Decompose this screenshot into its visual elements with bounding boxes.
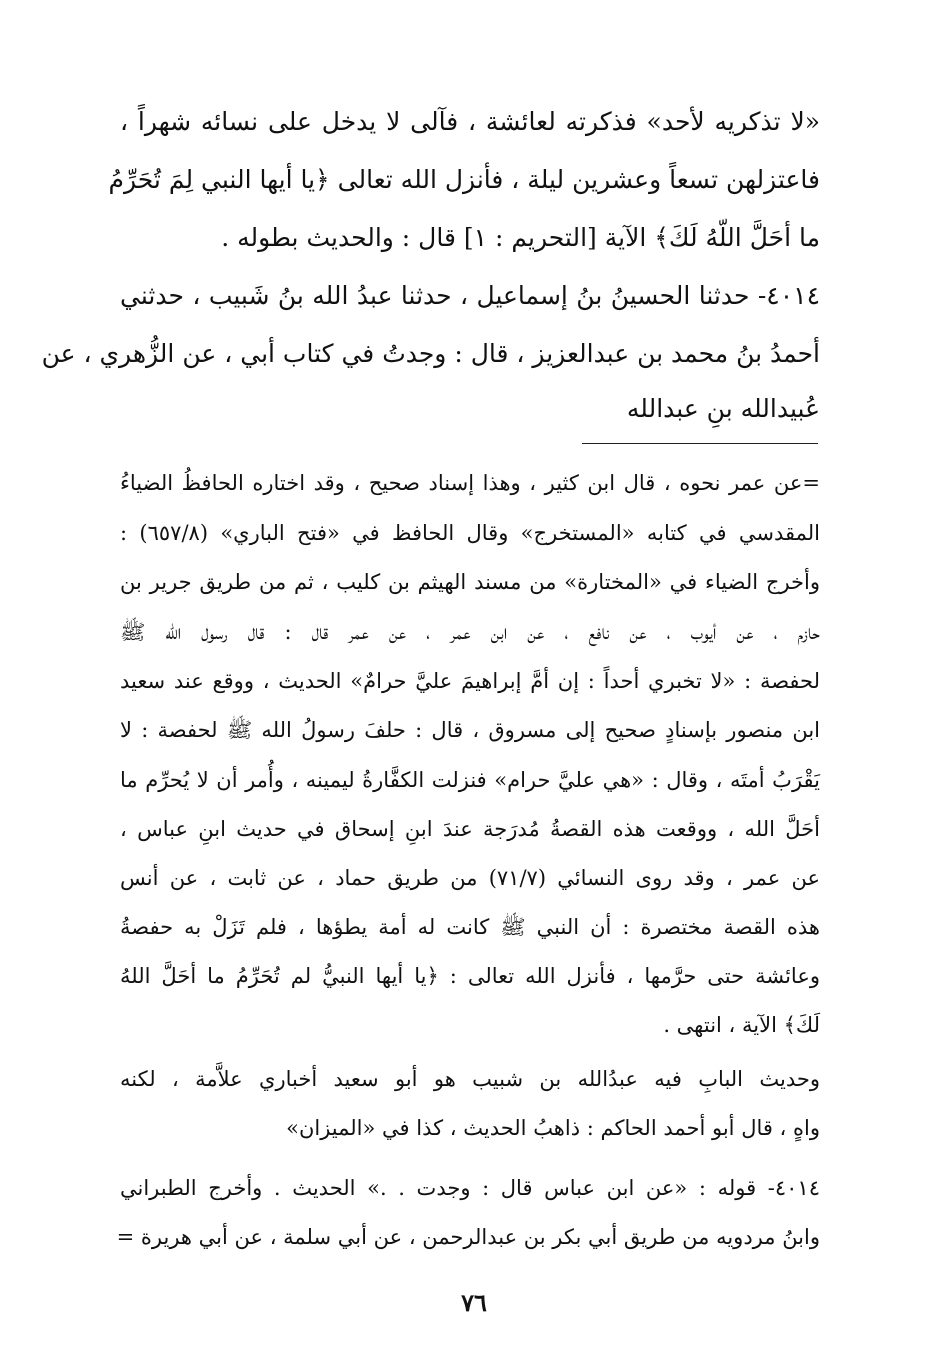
page-number: ٧٦	[461, 1288, 487, 1317]
footnote-line: وأخرج الضياء في «المختارة» من مسند الهيثم بن كليب ، ثم من طريق جرير بن	[120, 570, 820, 594]
main-text-line: أحمدُ بنُ محمد بن عبدالعزيز ، قال : وجدتُ في كتاب أبي ، عن الزُّهري ، عن	[41, 339, 820, 368]
footnote-line: عن عمر ، وقد روى النسائي (٧١/٧) من طريق حماد ، عن ثابت ، عن أنس	[120, 866, 820, 890]
footnote-line: وابنُ مردويه من طريق أبي بكر بن عبدالرحمن ، عن أبي سلمة ، عن أبي هريرة =	[116, 1225, 820, 1249]
footnote-line: حازم ، عن أيوب ، عن نافع ، عن ابن عمر ، عن عمر قال : قال رسول الله ﷺ	[120, 620, 820, 644]
footnote-line: المقدسي في كتابه «المستخرج» وقال الحافظ في «فتح الباري» (٦٥٧/٨) :	[120, 521, 820, 545]
footnote-line: لَكَ﴾ الآية ، انتهى .	[663, 1013, 820, 1037]
footnote-line: ابن منصور بإسنادٍ صحيح إلى مسروق ، قال : حلفَ رسولُ الله ﷺ لحفصة : لا	[120, 718, 820, 742]
footnote-separator	[582, 443, 818, 444]
footnote-line: =عن عمر نحوه ، قال ابن كثير ، وهذا إسناد صحيح ، وقد اختاره الحافظُ الضياءُ	[120, 471, 820, 495]
main-text-line: فاعتزلهن تسعاً وعشرين ليلة ، فأنزل الله تعالى ﴿يا أيها النبي لِمَ تُحَرِّمُ	[108, 165, 820, 194]
footnote-line: هذه القصة مختصرة : أن النبي ﷺ كانت له أمة يطؤها ، فلم تَزَلْ به حفصةُ	[120, 915, 820, 939]
footnote-line: وعائشة حتى حرَّمها ، فأنزل الله تعالى : ﴿يا أيها النبيُّ لم تُحَرِّمُ ما أحَلَّ اللهُ	[120, 964, 820, 988]
main-text-line: ما أحَلَّ اللّهُ لَكَ﴾ الآية [التحريم : ١] قال : والحديث بطوله .	[221, 223, 820, 252]
footnote-line: لحفصة : «لا تخبري أحداً : إن أمَّ إبراهيمَ عليَّ حرامٌ» الحديث ، ووقع عند سعيد	[120, 669, 820, 693]
main-text-line: ٤٠١٤- حدثنا الحسينُ بنُ إسماعيل ، حدثنا عبدُ الله بنُ شَبيب ، حدثني	[120, 281, 820, 310]
footnote-line: أحَلَّ الله ، ووقعت هذه القصةُ مُدرَجة عندَ ابنِ إسحاق في حديث ابنِ عباس ،	[120, 817, 820, 841]
footnote-line: واهٍ ، قال أبو أحمد الحاكم : ذاهبُ الحديث ، كذا في «الميزان»	[286, 1116, 820, 1140]
footnote-line: وحديث البابِ فيه عبدُالله بن شبيب هو أبو سعيد أخباري علاَّمة ، لكنه	[120, 1067, 820, 1091]
main-text-line: «لا تذكريه لأحد» فذكرته لعائشة ، فآلى لا يدخل على نسائه شهراً ،	[120, 107, 820, 136]
footnote-line: ٤٠١٤- قوله : «عن ابن عباس قال : وجدت . .» الحديث . وأخرج الطبراني	[120, 1176, 820, 1200]
footnote-line: يَقْرَبُ أمتَه ، وقال : «هي عليَّ حرام» فنزلت الكفَّارةُ ليمينه ، وأُمر أن لا يُحرِّم ما	[120, 768, 820, 792]
main-text-line: عُبيدالله بنِ عبدالله	[626, 394, 820, 423]
